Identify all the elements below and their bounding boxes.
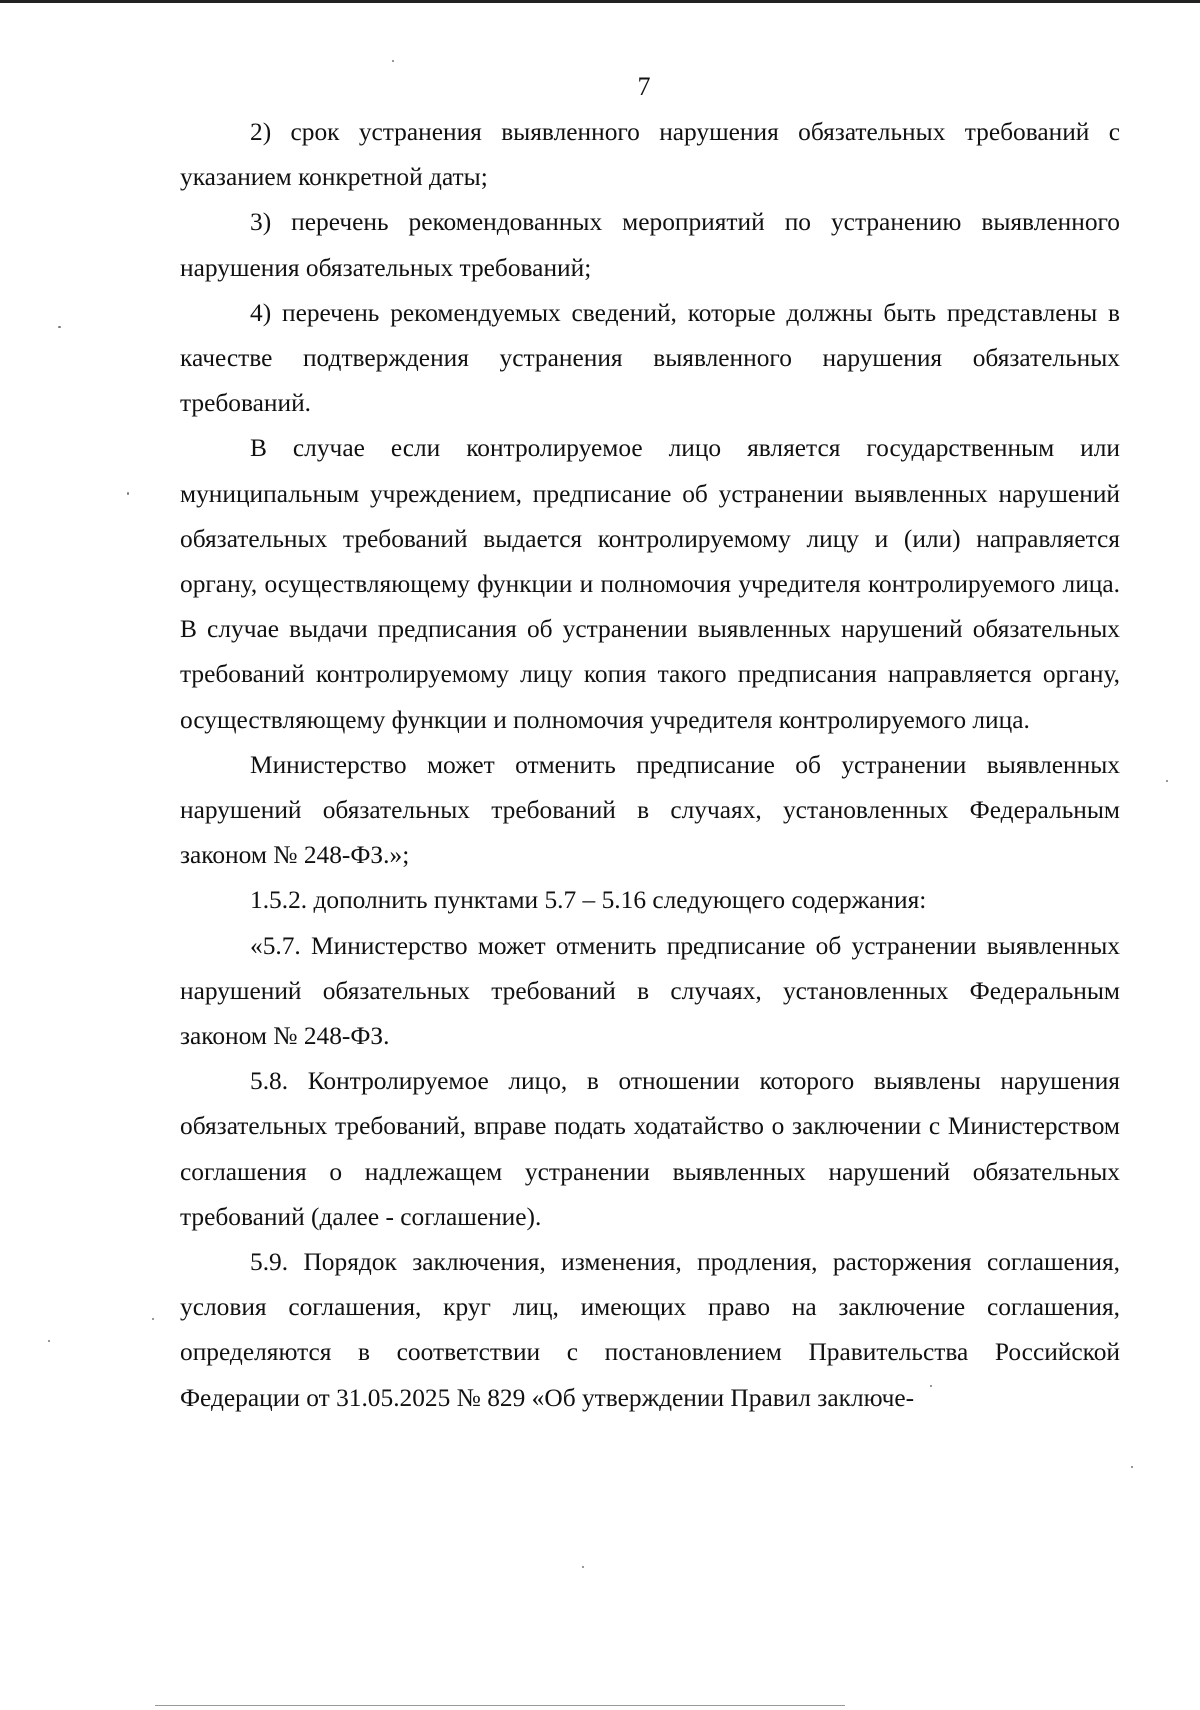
paragraph-item-3: 3) перечень рекомендованных мероприятий по устранению выявленного нарушения обязательных требований;	[180, 208, 1120, 282]
bottom-border-line	[155, 1705, 845, 1706]
scan-speck	[1166, 780, 1168, 782]
paragraph-clause-5-8: 5.8. Контролируемое лицо, в отношении которого выявлены нарушения обязательных требований, вправе подать ходатайство о заключении с Министерством соглашения о надлежащем устранении выявленных нарушений обязательных требований (далее - соглашение).	[180, 1067, 1120, 1231]
paragraph-state-institution: В случае если контролируемое лицо является государственным или муниципальным учреждением, предписание об устранении выявленных нарушений обязательных требований выдается контролируемому лицу и (или) направляется органу, осуществляющему функции и полномочия учредителя контролируемого лица. В случае выдачи предписания об устранении выявленных нарушений обязательных требований контролируемому лицу копия такого предписания направляется органу, осуществляющему функции и полномочия учредителя контролируемого лица.	[180, 434, 1120, 734]
paragraph-item-4: 4) перечень рекомендуемых сведений, которые должны быть представлены в качестве подтверждения устранения выявленного нарушения обязательных требований.	[180, 298, 1120, 418]
paragraph-ministry-cancel: Министерство может отменить предписание об устранении выявленных нарушений обязательных требований в случаях, установленных Федеральным законом № 248-ФЗ.»;	[180, 750, 1120, 870]
paragraph-item-2: 2) срок устранения выявленного нарушения обязательных требований с указанием конкретной даты;	[180, 118, 1120, 192]
document-body	[180, 110, 1120, 1421]
scan-speck	[930, 1385, 932, 1387]
top-border-line	[0, 0, 1200, 3]
page-number: 7	[637, 72, 651, 101]
paragraph-amendment-1-5-2: 1.5.2. дополнить пунктами 5.7 – 5.16 следующего содержания:	[250, 886, 927, 915]
scan-speck	[152, 1318, 154, 1320]
scan-speck	[582, 1566, 584, 1568]
scan-speck	[58, 326, 61, 328]
scan-speck	[48, 1340, 50, 1342]
paragraph-clause-5-7: «5.7. Министерство может отменить предписание об устранении выявленных нарушений обязательных требований в случаях, установленных Федеральным законом № 248-ФЗ.	[180, 931, 1120, 1051]
scan-speck	[127, 492, 129, 495]
scan-speck	[392, 60, 394, 62]
paragraph-clause-5-9: 5.9. Порядок заключения, изменения, продления, расторжения соглашения, условия соглашения, круг лиц, имеющих право на заключение соглашения, определяются в соответствии с постановлением Правительства Российской Федерации от 31.05.2025 № 829 «Об утверждении Правил заключе-	[180, 1248, 1120, 1412]
scan-speck	[1131, 1466, 1133, 1468]
